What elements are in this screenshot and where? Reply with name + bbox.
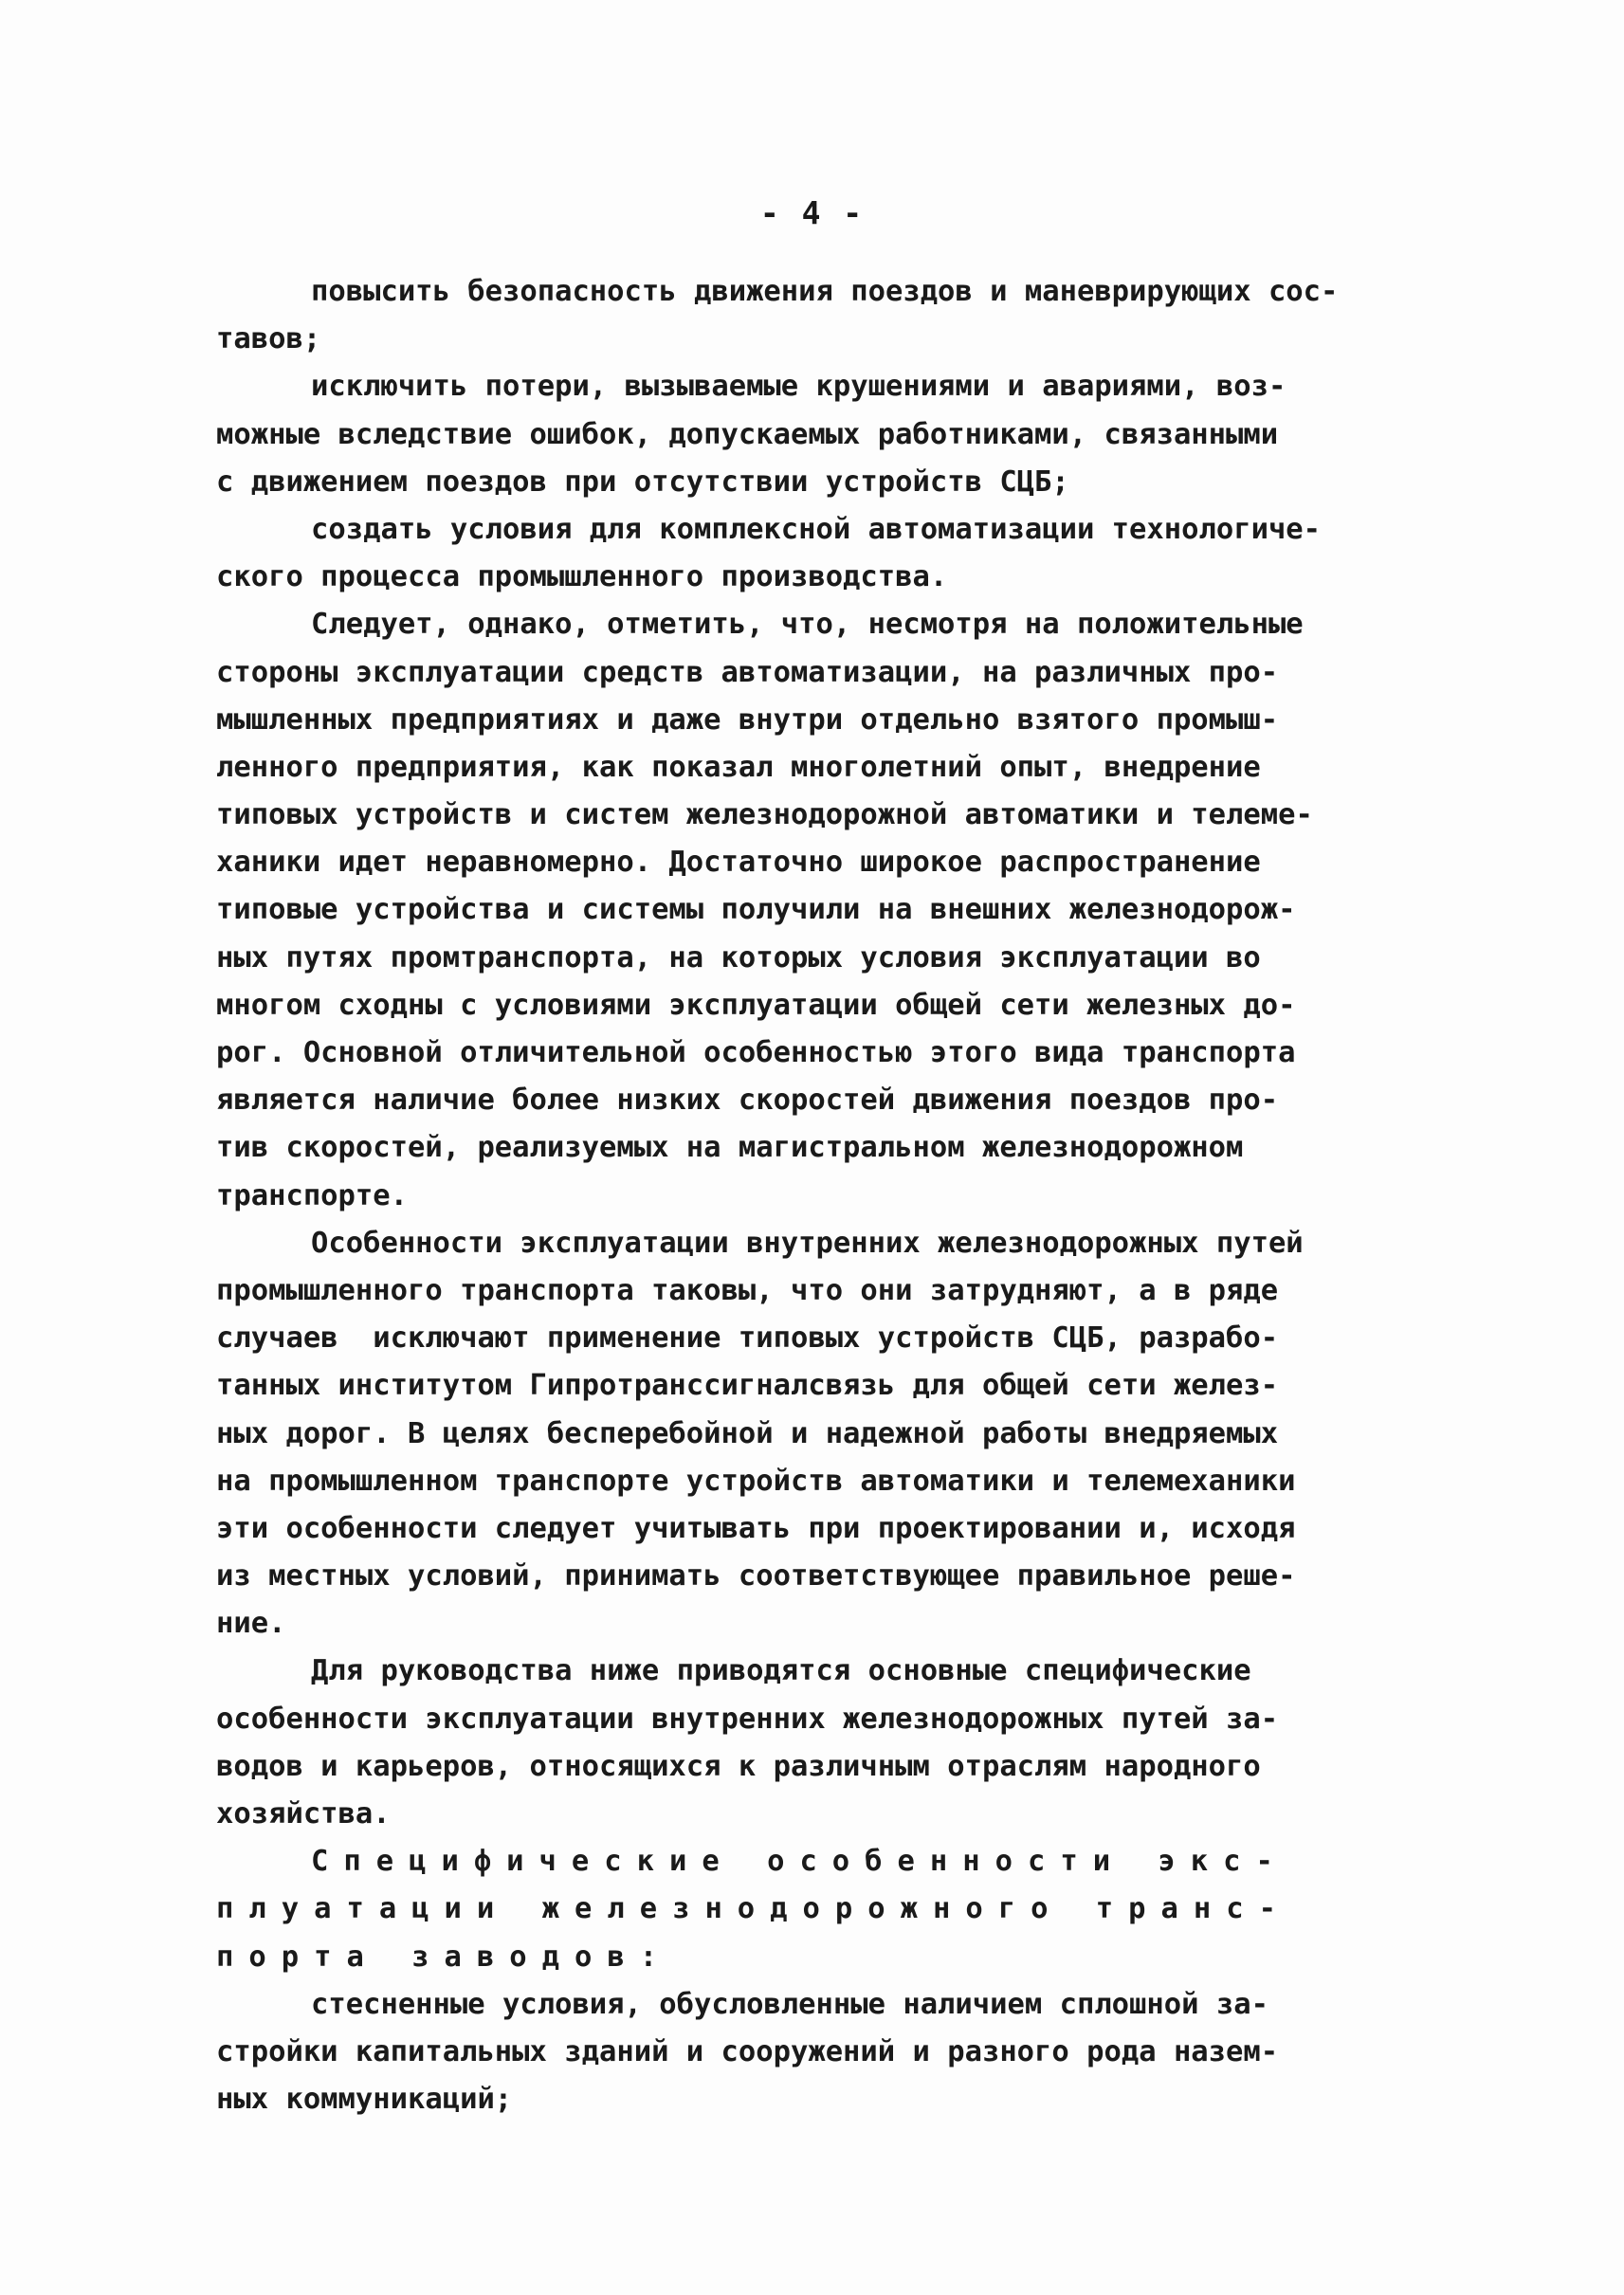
text-line: стесненные условия, обусловленные наличием сплошной за- [311, 1987, 1268, 2021]
page-number: - 4 - [759, 194, 865, 231]
text-line: исключить потери, вызываемые крушениями и авариями, воз- [311, 370, 1286, 404]
text-line: водов и карьеров, относящихся к различным отраслям народного [216, 1749, 1261, 1783]
text-line: Специфические особенности экс- [311, 1845, 1288, 1879]
text-line: особенности эксплуатации внутренних железнодорожных путей за- [216, 1702, 1279, 1736]
text-line: повысить безопасность движения поездов и маневрирующих сос- [311, 275, 1339, 308]
text-line: эти особенности следует учитывать при проектировании и, исходя [216, 1511, 1296, 1545]
text-line: мышленных предприятиях и даже внутри отдельно взятого промыш- [216, 702, 1279, 737]
text-line: плуатации железнодорожного транс- [216, 1892, 1291, 1926]
text-line: Для руководства ниже приводятся основные специфические [311, 1654, 1251, 1688]
text-line: многом сходны с условиями эксплуатации общей сети железных до- [216, 988, 1296, 1022]
body-text [216, 268, 1439, 2123]
text-line: стороны эксплуатации средств автоматизации, на различных про- [216, 655, 1279, 689]
text-line: ханики идет неравномерно. Достаточно широкое распространение [216, 846, 1261, 880]
text-line: промышленного транспорта таковы, что они затрудняют, а в ряде [216, 1273, 1279, 1307]
text-line: хозяйства. [216, 1797, 391, 1831]
text-line: из местных условий, принимать соответствующее правильное реше- [216, 1559, 1296, 1594]
text-line: ных коммуникаций; [216, 2083, 513, 2117]
text-line: Особенности эксплуатации внутренних железнодорожных путей [311, 1226, 1304, 1260]
text-line: порта заводов: [216, 1940, 673, 1974]
text-line: тавов; [216, 322, 321, 356]
text-line: ленного предприятия, как показал многолетний опыт, внедрение [216, 750, 1261, 784]
text-line: с движением поездов при отсутствии устройств СЦБ; [216, 464, 1069, 499]
text-line: типовые устройства и системы получили на внешних железнодорож- [216, 893, 1296, 927]
text-line: случаев исключают применение типовых устройств СЦБ, разрабо- [216, 1321, 1279, 1356]
text-line: ние. [216, 1607, 286, 1641]
text-line: стройки капитальных зданий и сооружений и разного рода назем- [216, 2034, 1279, 2068]
text-line: создать условия для комплексной автоматизации технологиче- [311, 512, 1322, 546]
text-line: ского процесса промышленного производства. [216, 560, 948, 594]
text-line: тив скоростей, реализуемых на магистральном железнодорожном [216, 1131, 1244, 1165]
text-line: типовых устройств и систем железнодорожной автоматики и телеме- [216, 798, 1313, 832]
text-line: танных институтом Гипротранссигналсвязь для общей сети желез- [216, 1369, 1279, 1403]
text-line: Следует, однако, отметить, что, несмотря на положительные [311, 608, 1304, 642]
text-line: ных дорог. В целях бесперебойной и надежной работы внедряемых [216, 1416, 1279, 1450]
text-line: является наличие более низких скоростей движения поездов про- [216, 1084, 1279, 1118]
text-line: можные вследствие ошибок, допускаемых работниками, связанными [216, 417, 1279, 451]
text-line: рог. Основной отличительной особенностью этого вида транспорта [216, 1036, 1296, 1069]
text-line: на промышленном транспорте устройств автоматики и телемеханики [216, 1464, 1296, 1498]
text-line: транспорте. [216, 1178, 408, 1212]
text-line: ных путях промтранспорта, на которых условия эксплуатации во [216, 940, 1261, 974]
